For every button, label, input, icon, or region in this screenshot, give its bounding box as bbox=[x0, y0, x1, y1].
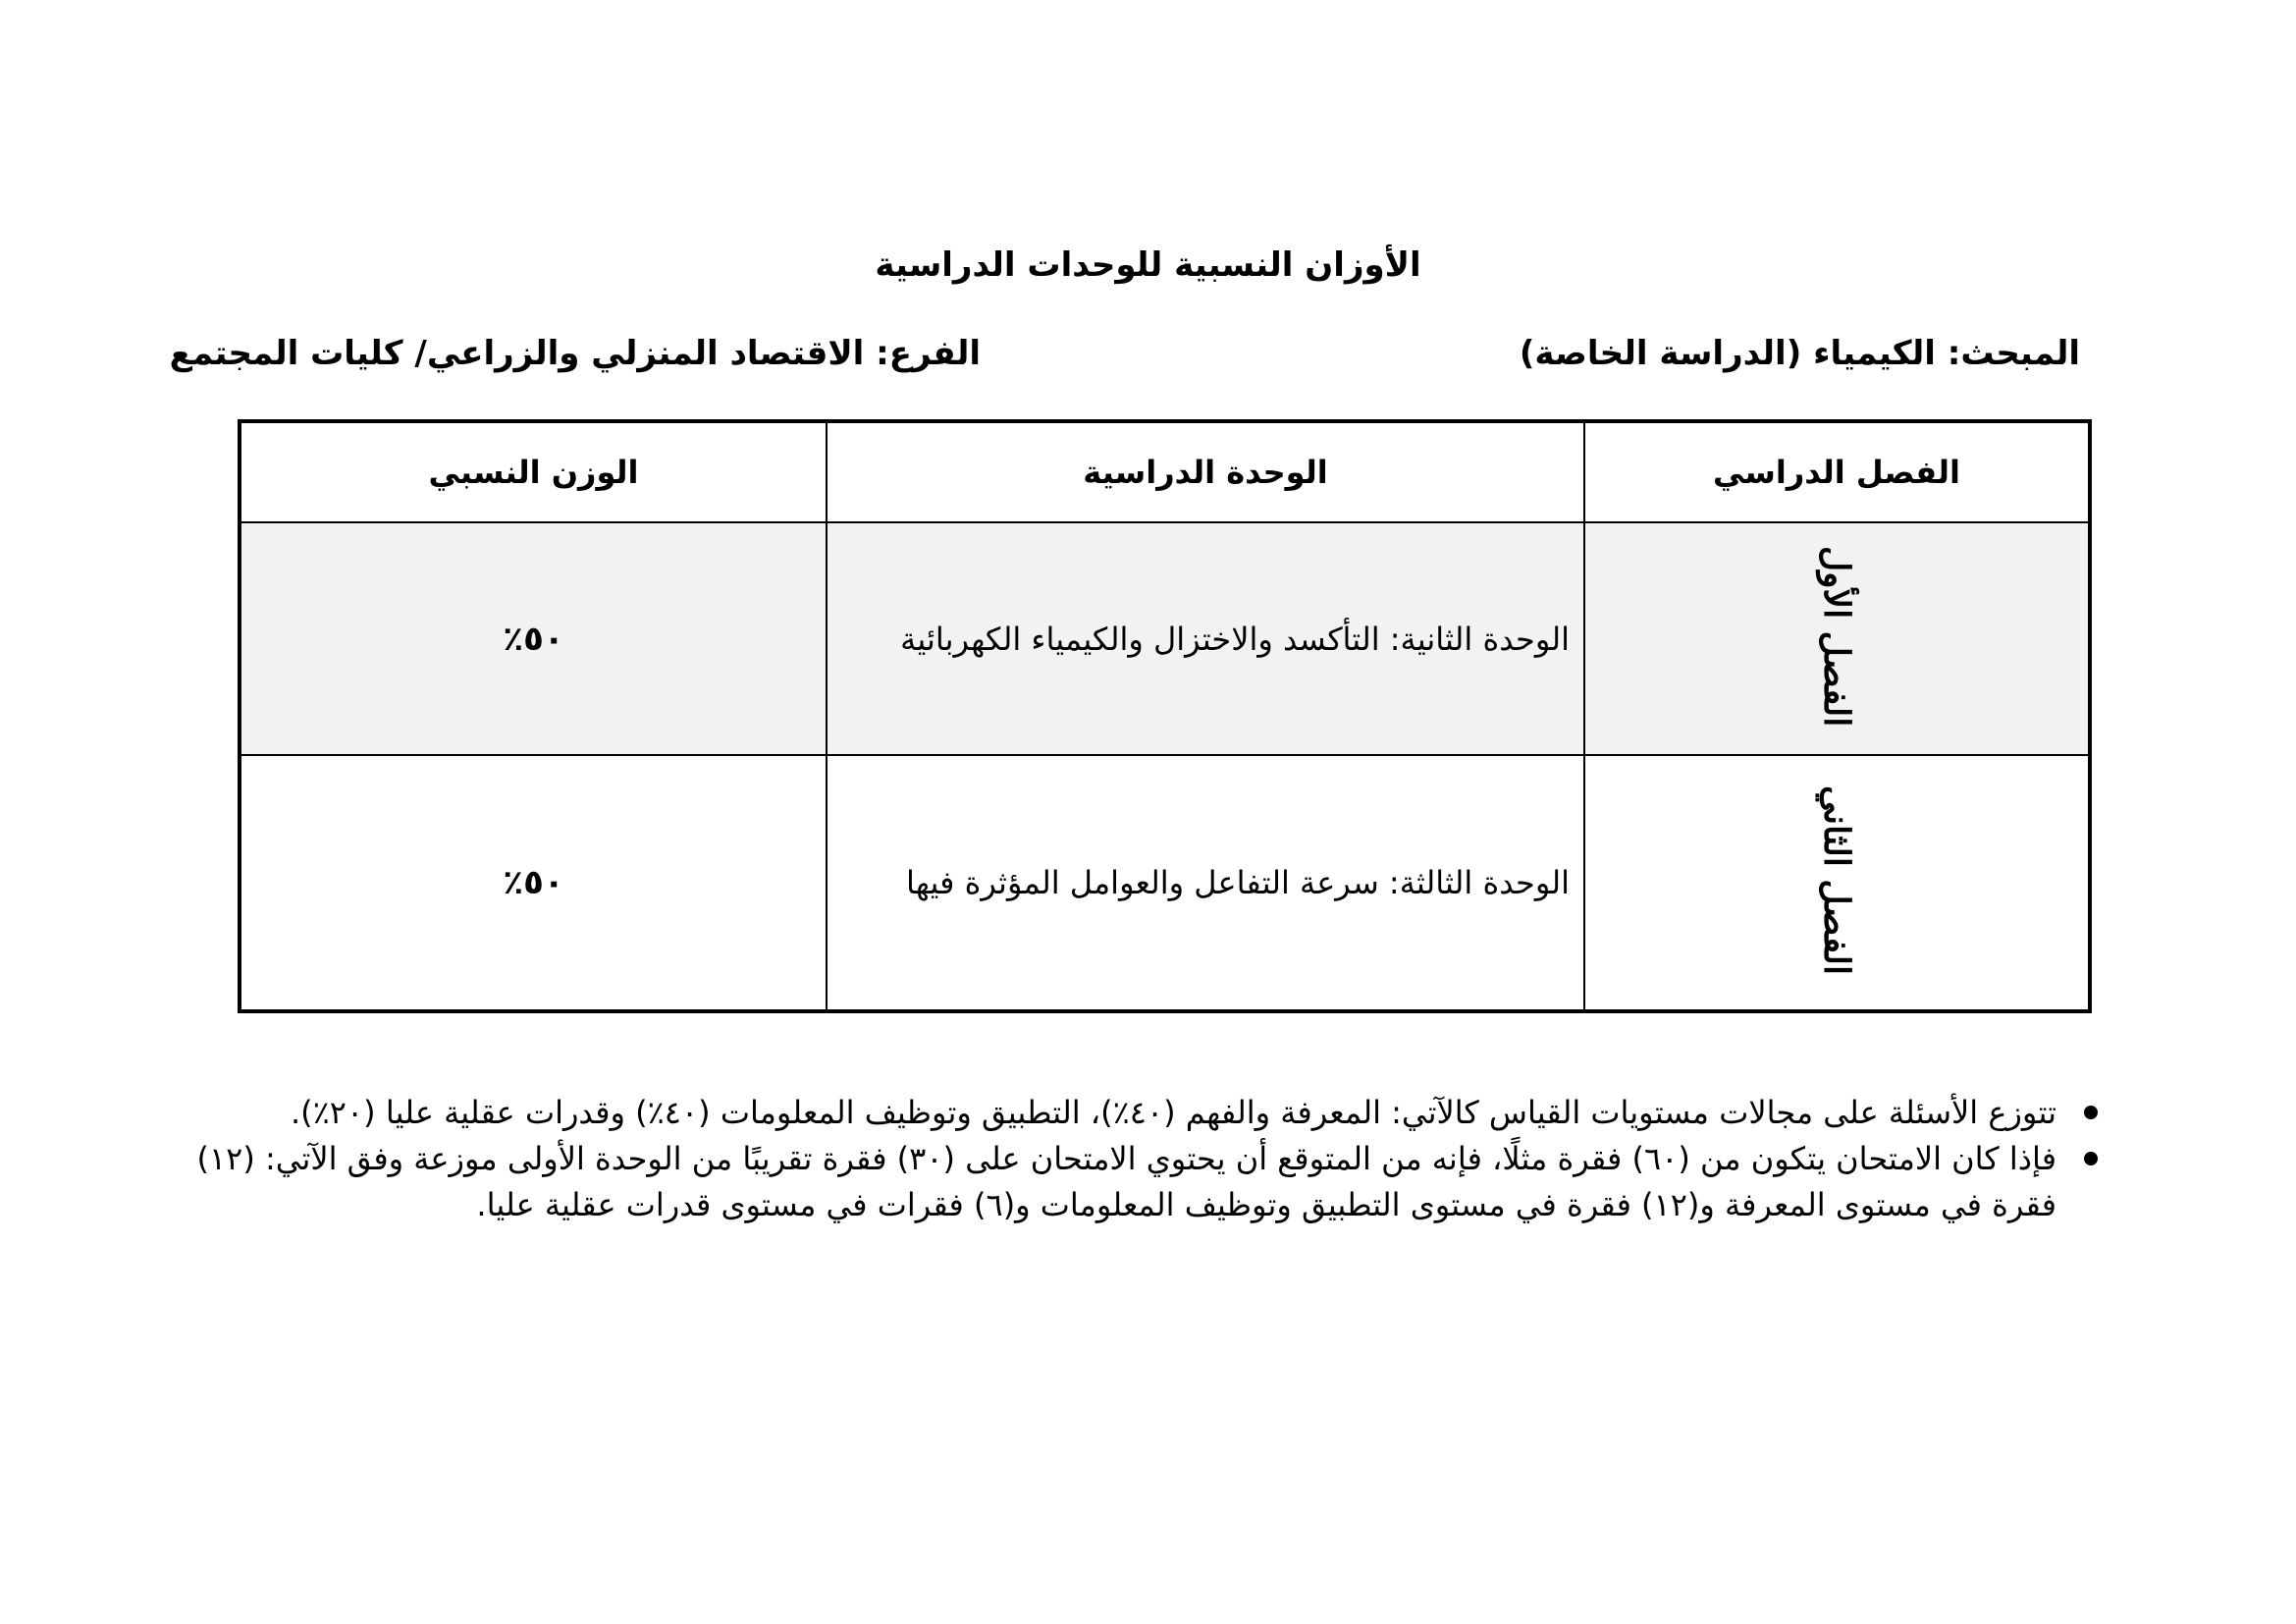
unit-cell: الوحدة الثانية: التأكسد والاختزال والكيمياء الكهربائية bbox=[827, 522, 1584, 755]
semester-cell bbox=[1584, 522, 2090, 755]
header-semester: الفصل الدراسي bbox=[1584, 421, 2090, 522]
list-item bbox=[127, 1136, 2100, 1228]
weight-cell: ٥٠٪ bbox=[240, 522, 827, 755]
bullet-icon bbox=[2084, 1152, 2098, 1165]
subject-label: المبحث: الكيمياء (الدراسة الخاصة) bbox=[1519, 334, 2080, 373]
header-unit: الوحدة الدراسية bbox=[827, 421, 1584, 522]
note-text: تتوزع الأسئلة على مجالات مستويات القياس كالآتي: المعرفة والفهم (٤٠٪)، التطبيق وتوظيف المعلومات (٤٠٪) وقدرات عقلية عليا (٢٠٪). bbox=[290, 1094, 2056, 1131]
notes-list bbox=[127, 1090, 2100, 1228]
unit-cell: الوحدة الثالثة: سرعة التفاعل والعوامل المؤثرة فيها bbox=[827, 755, 1584, 1011]
bullet-icon bbox=[2084, 1106, 2098, 1119]
weights-table-container bbox=[241, 419, 2092, 1003]
header-weight: الوزن النسبي bbox=[240, 421, 827, 522]
page-title: الأوزان النسبية للوحدات الدراسية bbox=[875, 245, 1421, 285]
table-row bbox=[240, 755, 2090, 1011]
branch-label: الفرع: الاقتصاد المنزلي والزراعي/ كليات المجتمع bbox=[169, 334, 981, 373]
note-text: فإذا كان الامتحان يتكون من (٦٠) فقرة مثلًا، فإنه من المتوقع أن يحتوي الامتحان على (٣٠) فقرة تقريبًا من الوحدة الأولى موزعة وفق الآتي: (١٢) فقرة في مستوى المعرفة و(١٢) فقرة في مستوى التطبيق وتوظيف المعلومات و(٦) فقرات في مستوى قدرات عقلية عليا. bbox=[196, 1140, 2056, 1223]
weight-cell: ٥٠٪ bbox=[240, 755, 827, 1011]
semester-label: الفصل الأول bbox=[1816, 546, 1858, 728]
table-header-row bbox=[240, 421, 2090, 522]
list-item bbox=[127, 1090, 2100, 1136]
table-row bbox=[240, 522, 2090, 755]
semester-label: الفصل الثاني bbox=[1816, 785, 1858, 976]
semester-cell bbox=[1584, 755, 2090, 1011]
weights-table bbox=[238, 419, 2092, 1013]
